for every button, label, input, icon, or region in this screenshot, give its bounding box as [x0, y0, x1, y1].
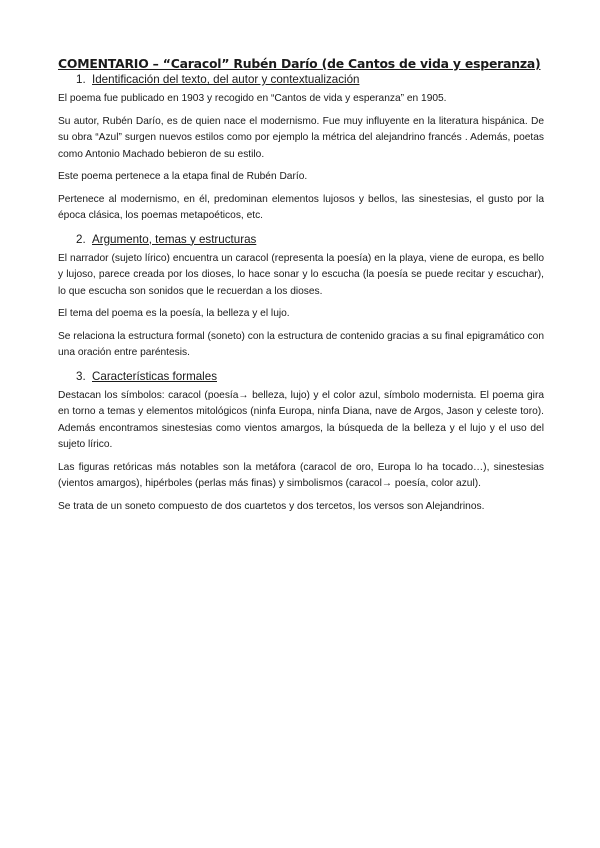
paragraph: Pertenece al modernismo, en él, predominan elementos lujosos y bellos, las sinestesias, el gusto por la época clásica, los poemas metapoéticos, etc.: [58, 193, 544, 221]
section-title: Argumento, temas y estructuras: [92, 232, 257, 246]
section-heading: [58, 73, 544, 86]
paragraph: Destacan los símbolos: caracol (poesía→ belleza, lujo) y el color azul, símbolo modernista. El poema gira en torno a temas y elementos mitológicos (ninfa Europa, ninfa Diana, nave de Argos, Jason y celeste toro). Además encontramos sinestesias como vientos amargos, la búsqueda de la belleza y el lujo y el uso del sujeto lírico.: [58, 389, 544, 450]
section-heading: [58, 233, 544, 246]
paragraph: El tema del poema es la poesía, la belleza y el lujo.: [58, 308, 290, 319]
section-title: Identificación del texto, del autor y contextualización: [92, 73, 360, 86]
paragraph: Su autor, Rubén Darío, es de quien nace el modernismo. Fue muy influyente en la literatura hispánica. De su obra “Azul” surgen nuevos estilos como por ejemplo la métrica del alejandrino francés . Además, poetas como Antonio Machado bebieron de su estilo.: [58, 115, 544, 160]
paragraph: Las figuras retóricas más notables son la metáfora (caracol de oro, Europa lo ha tocado…), sinestesias (vientos amargos), hipérboles (perlas más finas) y simbolismos (caracol→ poesía, color azul).: [58, 461, 544, 489]
section-argument: [58, 233, 544, 362]
paragraph: El poema fue publicado en 1903 y recogido en “Cantos de vida y esperanza” en 1905.: [58, 93, 447, 104]
section-title: Características formales: [92, 369, 217, 383]
document-title: COMENTARIO – “Caracol” Rubén Darío (de Cantos de vida y esperanza): [58, 56, 541, 71]
paragraph: El narrador (sujeto lírico) encuentra un caracol (representa la poesía) en la playa, viene de europa, es bello y lujoso, parece creada por los dioses, lo hace sonar y lo escucha (la poesía se puede recitar y escuchar), lo que escucha son sonidos que le recuerdan a los dioses.: [58, 252, 544, 297]
section-number: 1.: [76, 73, 86, 86]
paragraph: Se trata de un soneto compuesto de dos cuartetos y dos tercetos, los versos son Alejandrinos.: [58, 500, 485, 512]
paragraph: Este poema pertenece a la etapa final de Rubén Darío.: [58, 171, 308, 182]
section-formal-features: [58, 370, 544, 516]
paragraph: Se relaciona la estructura formal (soneto) con la estructura de contenido gracias a su final epigramático con una oración entre paréntesis.: [58, 330, 544, 358]
document-page: [58, 56, 544, 521]
section-identification: [58, 73, 544, 225]
section-heading: [58, 370, 544, 383]
section-number: 3.: [76, 369, 86, 383]
section-number: 2.: [76, 232, 86, 246]
